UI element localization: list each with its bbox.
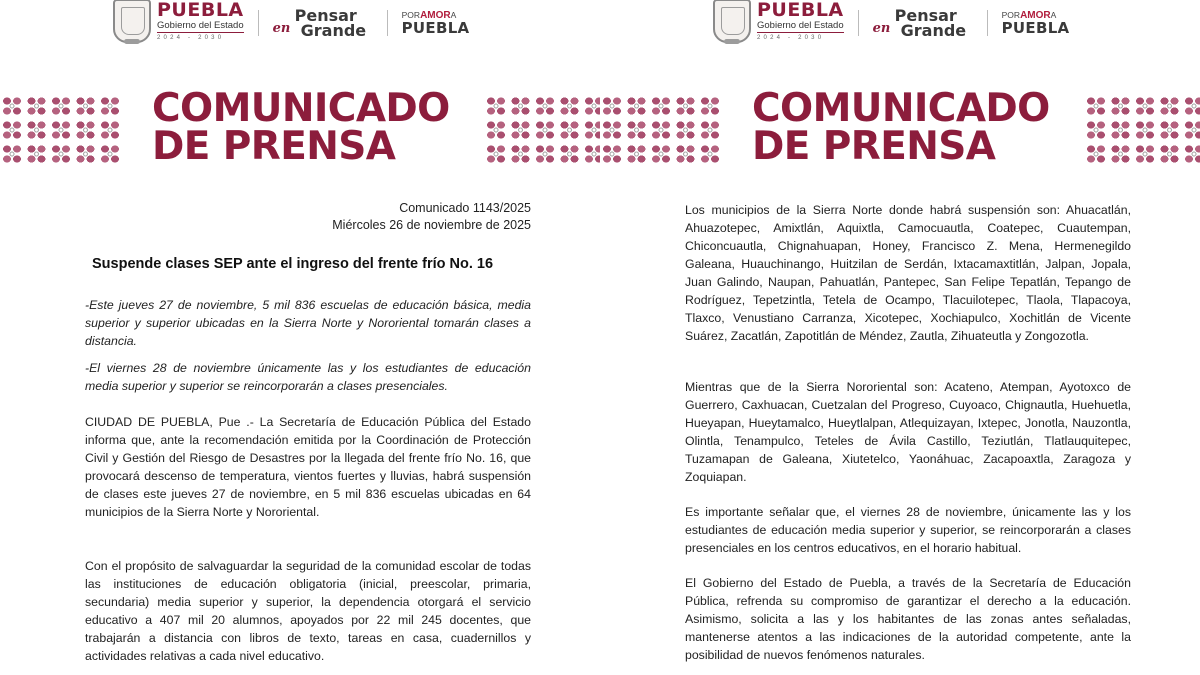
body-paragraph-closing: El Gobierno del Estado de Puebla, a través de la Secretaría de Educación Pública, refrenda su compromiso de garantizar el derecho a la educación. Asimismo, solicita a las y los habitantes de las zonas antes señaladas, mantenerse atentos a las indicaciones de la autoridad competente, ante la posibilidad de nuevos fenómenos naturales. [685,576,1131,662]
por-amor-a-puebla-logo [1002,11,1070,36]
body-paragraph-1: CIUDAD DE PUEBLA, Pue .- La Secretaría de Educación Pública del Estado informa que, ante la recomendación emitida por la Coordinación de Protección Civil y Gestión del Riesgo de Desastres por la llegada del frente frío No. 16, que provocará descenso de temperatura, vientos fuertes y lluvias, habrá suspensión de clases este jueves 27 de noviembre, en 5 mil 836 escuelas ubicadas en 64 municipios de la Sierra Norte y Nororiental. [85,415,531,519]
header-logos [113,0,469,46]
banner-title-line2: DE PRENSA [752,124,996,170]
logo-en-text: en [272,20,291,36]
banner-title [152,86,452,170]
por-amor-a-puebla-logo [402,11,470,36]
decorative-pattern-right [484,94,600,166]
logo-puebla-text: PUEBLA [757,0,844,22]
summary-bullet-2: -El viernes 28 de noviembre únicamente las y los estudiantes de educación media superior y superior se reincorporarán a clases presenciales. [85,361,531,393]
body-paragraph-sierra-norte: Los municipios de la Sierra Norte donde habrá suspensión son: Ahuacatlán, Ahuazotepec, Amixtlán, Aquixtla, Camocuautla, Coatepec, Cuautempan, Chiconcuautla, Chignahuapan, Honey, Francisco Z. Mena, Hermenegildo Galeana, Huauchinango, Huitzilan de Serdán, Ixtacamaxtitlán, Jalpan, Jopala, Juan Galindo, Naupan, Pahuatlán, Pantepec, San Felipe Tepatlán, Tepango de Rodríguez, Tepetzintla, Tetela de Ocampo, Tlacuilotepec, Tlaola, Tlapacoya, Tlaxco, Venustiano Carranza, Xicotepec, Xochiapulco, Xochitlán de Vicente Suárez, Zacatlán, Zapotitlán de Méndez, Zautla, Zihuateutla y Zongozotla. [685,203,1131,343]
body-paragraph-reincorporation: Es importante señalar que, el viernes 28 de noviembre, únicamente las y los estudiantes de educación media superior y superior, se reincorporarán a clases presenciales en los centros educativos, en el horario habitual. [685,505,1131,555]
logo-amor-text: AMOR [1020,9,1051,21]
decorative-pattern-left [600,94,720,166]
decorative-pattern-right [1084,94,1200,166]
logo-gobierno-text: Gobierno del Estado [757,20,844,32]
logo-grande-text: Grande [900,21,967,40]
press-release-page-2 [600,0,1200,675]
logo-grande-text: Grande [300,21,367,40]
banner-title-line1: COMUNICADO [152,86,450,131]
logo-por-text: POR [1001,9,1021,20]
logo-divider [258,10,259,36]
logo-a-text: A [1050,9,1057,20]
logo-amor-text: AMOR [420,9,451,21]
logo-gobierno-text: Gobierno del Estado [157,20,244,32]
logo-pensar-text: Pensar [294,5,357,25]
logo-en-text: en [872,20,891,36]
logo-years-text: 2024 - 2030 [757,34,825,41]
pensar-en-grande-logo [872,5,973,40]
summary-bullet-1: -Este jueves 27 de noviembre, 5 mil 836 escuelas de educación básica, media superior y superior ubicadas en la Sierra Norte y Nororiental tomarán clases a distancia. [85,298,531,348]
pensar-en-grande-logo [272,5,373,40]
comunicado-number: Comunicado 1143/2025 [399,201,531,215]
logo-puebla-bold-text: PUEBLA [401,18,470,37]
comunicado-date: Miércoles 26 de noviembre de 2025 [332,218,531,232]
logo-a-text: A [450,9,457,20]
comunicado-banner [600,86,1200,170]
logo-puebla-bold-text: PUEBLA [1001,18,1070,37]
headline: Suspende clases SEP ante el ingreso del frente frío No. 16 [92,256,494,272]
decorative-pattern-left [0,94,120,166]
state-coat-of-arms-icon [113,0,151,43]
comunicado-meta [332,200,531,234]
banner-title-line2: DE PRENSA [152,124,396,170]
logo-divider [387,10,388,36]
body-paragraph-sierra-nororiental: Mientras que de la Sierra Nororiental son: Acateno, Atempan, Ayotoxco de Guerrero, Caxhuacan, Cuetzalan del Progreso, Cuyoaco, Chignautla, Huehuetla, Hueyapan, Hueytamalco, Hueytlalpan, Atlequizayan, Ixtepec, Jonotla, Nauzontla, Olintla, Tenampulco, Teteles de Ávila Castillo, Teziutlán, Tlatlauquitepec, Tuzamapan de Galeana, Xiutetelco, Yaonáhuac, Zacapoaxtla, Zaragoza y Zoquiapan. [685,380,1131,484]
logo-divider [858,10,859,36]
puebla-government-logo [757,0,844,41]
banner-title-line1: COMUNICADO [752,86,1050,131]
comunicado-banner [0,86,600,170]
logo-por-text: POR [401,9,421,20]
logo-years-text: 2024 - 2030 [157,34,225,41]
banner-title [752,86,1052,170]
puebla-government-logo [157,0,244,41]
logo-pensar-text: Pensar [894,5,957,25]
body-paragraph-2: Con el propósito de salvaguardar la seguridad de la comunidad escolar de todas las instituciones de educación obligatoria (inicial, preescolar, primaria, secundaria) media superior y superior, la dependencia otorgará el servicio educativo a 407 mil 20 alumnos, apoyados por 22 mil 245 docentes, que trabajarán a distancia con libros de texto, tareas en casa, cuadernillos y actividades relativas a cada nivel educativo. [85,559,531,663]
state-coat-of-arms-icon [713,0,751,43]
logo-divider [987,10,988,36]
header-logos [713,0,1069,46]
logo-puebla-text: PUEBLA [157,0,244,22]
